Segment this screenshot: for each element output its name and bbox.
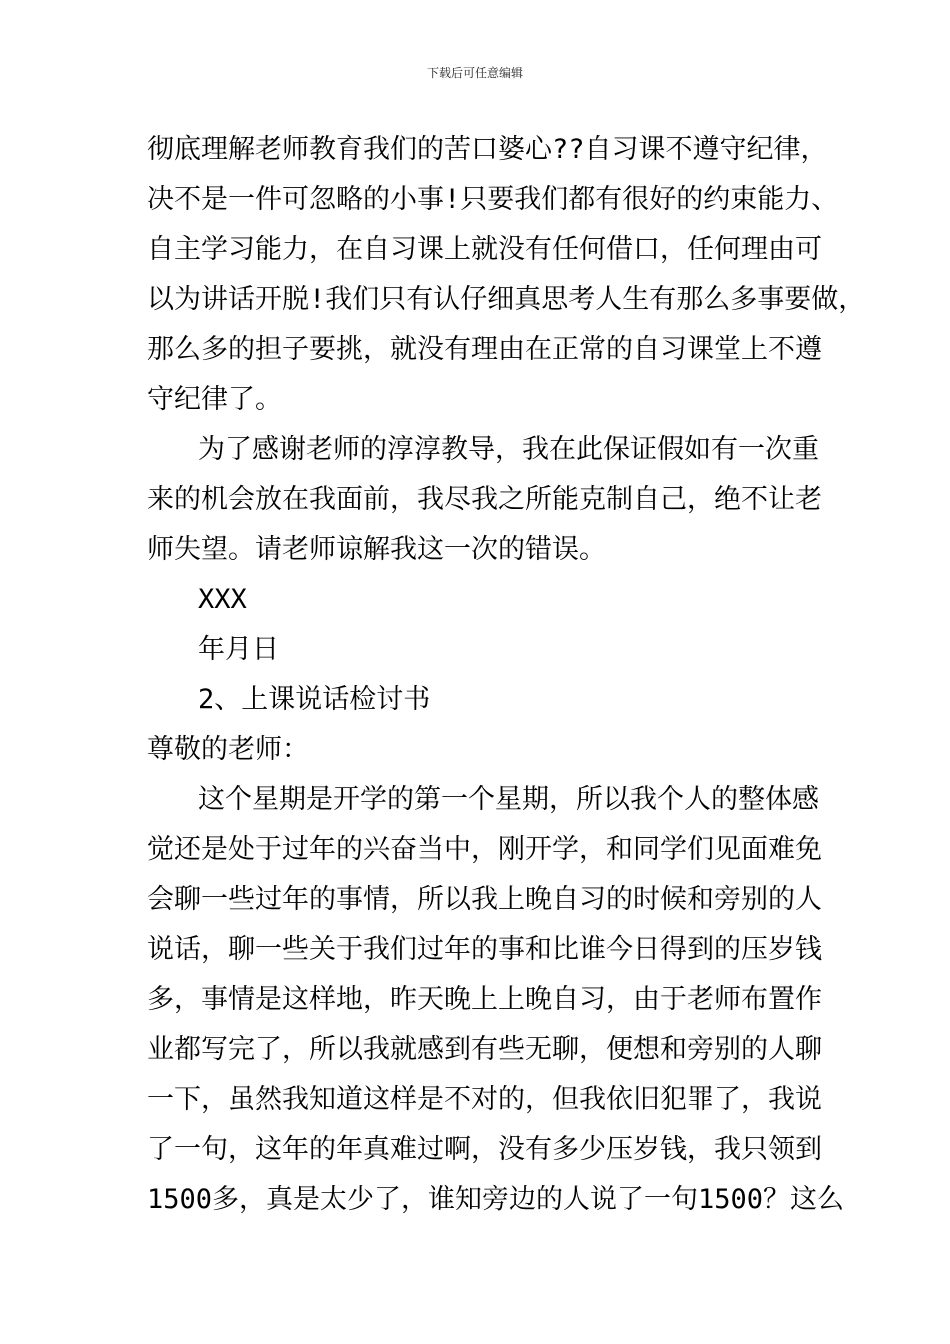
paragraph-line: 会聊一些过年的事情，所以我上晚自习的时候和旁别的人 [147,884,822,915]
paragraph-line: 为了感谢老师的淳淳教导，我在此保证假如有一次重 [198,434,819,465]
paragraph-line: 业都写完了，所以我就感到有些无聊，便想和旁别的人聊 [147,1034,822,1065]
paragraph-line: 师失望。请老师谅解我这一次的错误。 [147,534,606,565]
paragraph-line: 守纪律了。 [147,384,282,415]
paragraph-line: 多，事情是这样地，昨天晚上上晚自习，由于老师布置作 [147,984,822,1015]
paragraph-line: 那么多的担子要挑，就没有理由在正常的自习课堂上不遵 [147,334,822,365]
paragraph-line: 说话，聊一些关于我们过年的事和比谁今日得到的压岁钱 [147,934,822,965]
paragraph-line: 彻底理解老师教育我们的苦口婆心??自习课不遵守纪律， [147,134,828,165]
section-title: 2、上课说话检讨书 [198,684,431,715]
signature-name: XXX [198,584,247,615]
paragraph-line: 决不是一件可忽略的小事!只要我们都有很好的约束能力、 [147,184,839,215]
signature-date: 年月日 [198,634,279,665]
salutation: 尊敬的老师： [147,734,309,765]
paragraph-line: 一下，虽然我知道这样是不对的，但我依旧犯罪了，我说 [147,1084,822,1115]
page-header: 下载后可任意编辑 [426,66,523,80]
paragraph-line: 自主学习能力，在自习课上就没有任何借口，任何理由可 [147,234,822,265]
paragraph-line: 这个星期是开学的第一个星期，所以我个人的整体感 [198,784,819,815]
paragraph-line: 1500多，真是太少了，谁知旁边的人说了一句1500？这么 [147,1184,845,1215]
paragraph-line: 觉还是处于过年的兴奋当中，刚开学，和同学们见面难免 [147,834,822,865]
paragraph-line: 了一句，这年的年真难过啊，没有多少压岁钱，我只领到 [147,1134,822,1165]
paragraph-line: 以为讲话开脱!我们只有认仔细真思考人生有那么多事要做， [147,284,866,315]
paragraph-line: 来的机会放在我面前，我尽我之所能克制自己，绝不让老 [147,484,822,515]
